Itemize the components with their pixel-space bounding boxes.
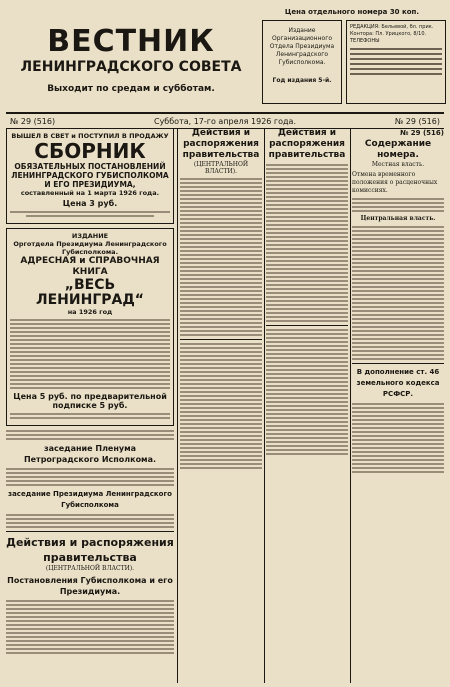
price-note: Цена отдельного номера 30 коп.: [284, 8, 420, 16]
ad-directory-box: [6, 228, 174, 426]
editorial-text: РЕДАКЦИЯ: Бельевой, бл. прик. Контора: Пл. Урицкого, 8/10. ТЕЛЕФОНЫ: [350, 24, 434, 44]
issue-number-left: № 29 (516): [10, 116, 56, 126]
ad-collection-top: ВЫШЕЛ В СВЕТ и ПОСТУПИЛ В ПРОДАЖУ: [11, 132, 169, 140]
section-presidium: заседание Президиума Ленинградского Губисполкома: [8, 490, 172, 509]
ad-directory-book: АДРЕСНАЯ и СПРАВОЧНАЯ КНИГА: [20, 256, 160, 277]
column-1: [6, 128, 174, 683]
publisher-text: Издание Организационного Отдела Президиума Ленинградского Губисполкома.: [269, 27, 335, 66]
newspaper-title: ВЕСТНИК: [47, 24, 215, 59]
ad-directory-year: на 1926 год: [67, 308, 113, 316]
column-4: [352, 128, 444, 683]
dateline: [6, 114, 444, 129]
col4-issue: № 29 (516): [399, 129, 444, 137]
publication-schedule: Выходит по средам и субботам.: [47, 84, 215, 94]
col4-bottom-heading: В дополнение ст. 46 земельного кодекса РСФСР.: [356, 368, 440, 398]
issue-number-right: № 29 (516): [394, 116, 440, 126]
contents-item-2: Центральная власть.: [360, 215, 436, 222]
ad-directory-org: Орготдела Президиума Ленинградского Губисполкома.: [13, 240, 167, 256]
publication-year: Год издания 5-й.: [272, 77, 332, 84]
ad-collection-price: Цена 3 руб.: [62, 199, 118, 208]
ad-directory-price: Цена 5 руб. по предварительной подписке 5 руб.: [13, 392, 167, 410]
title-block: [12, 8, 250, 94]
ad-collection-compiled: составленный на 1 марта 1926 года.: [20, 189, 160, 197]
section-plenum: заседание Пленума Петроградского Исполкома.: [23, 444, 157, 464]
col3-heading: Действия и распоряжения правительства: [268, 128, 346, 160]
ad-collection-title: СБОРНИК: [34, 139, 146, 163]
column-3: [266, 128, 348, 683]
contents-sub: Местная власть.: [371, 161, 425, 168]
col2-sub: (ЦЕНТРАЛЬНОЙ ВЛАСТИ).: [193, 161, 249, 175]
columns: [6, 128, 444, 683]
section-govt-sub: (ЦЕНТРАЛЬНОЙ ВЛАСТИ).: [45, 565, 135, 572]
ad-collection-box: [6, 128, 174, 224]
contents-title: Содержание номера.: [364, 139, 432, 160]
masthead: [6, 4, 444, 114]
section-gubispolkom: Постановления Губисполкома и его Президиума.: [7, 576, 173, 596]
section-govt-heading: Действия и распоряжения правительства: [6, 536, 174, 564]
ad-directory-top: ИЗДАНИЕ: [71, 232, 109, 240]
issue-date: Суббота, 17-го апреля 1926 года.: [153, 116, 296, 126]
ad-collection-body: ОБЯЗАТЕЛЬНЫХ ПОСТАНОВЛЕНИЙ ЛЕНИНГРАДСКОГО ГУБИСПОЛКОМА И ЕГО ПРЕЗИДИУМА,: [11, 162, 169, 189]
col2-heading: Действия и распоряжения правительства: [182, 128, 260, 160]
publisher-box: [262, 20, 342, 104]
contents-item-1: Отмена временного положения о расценочных комиссиях.: [352, 171, 438, 194]
column-2: [180, 128, 262, 683]
ad-directory-title: „ВЕСЬ ЛЕНИНГРАД“: [35, 277, 145, 308]
newspaper-subtitle: ЛЕНИНГРАДСКОГО СОВЕТА: [20, 59, 242, 75]
editorial-box: [346, 20, 446, 104]
